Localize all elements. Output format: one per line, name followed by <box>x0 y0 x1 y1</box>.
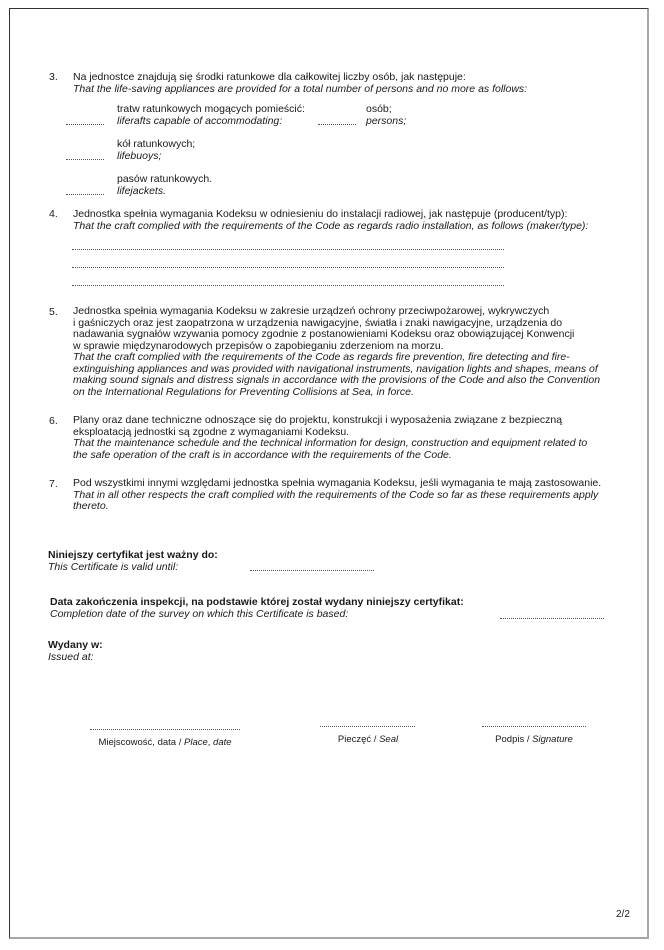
lifejackets-label-pl: pasów ratunkowych. <box>117 173 213 185</box>
text-line: extinguishing appliances and was provided with navigational instruments, navigation lights and shapes, means of <box>73 362 598 375</box>
liferafts-count-field[interactable] <box>66 124 104 125</box>
liferafts-label-pl: tratw ratunkowych mogących pomieścić: <box>117 103 305 115</box>
survey-label-pl: Data zakończenia inspekcji, na podstawie której został wydany niniejszy certyfikat: <box>50 596 464 608</box>
survey-date-field[interactable] <box>500 618 604 619</box>
signature-field[interactable] <box>482 726 586 727</box>
validity-label-pl: Niniejszy certyfikat jest ważny do: <box>48 549 218 561</box>
text-line: Pod wszystkimi innymi względami jednostka spełnia wymagania Kodeksu, jeśli wymagania te mają zastosowanie. <box>73 477 602 489</box>
label-pl: Pieczęć / <box>337 734 380 745</box>
document-page <box>9 8 649 939</box>
lifebuoys-count-field[interactable] <box>66 159 104 160</box>
item-text-pl: Na jednostce znajdują się środki ratunkowe dla całkowitej liczby osób, jak następuje: <box>73 71 466 83</box>
lifejackets-label-en: lifejackets. <box>117 185 167 197</box>
signature-label <box>480 734 588 746</box>
item-text-en: That the life-saving appliances are provided for a total number of persons and no more as follows: <box>73 83 528 95</box>
item-number: 3. <box>49 71 58 83</box>
place-date-label <box>80 737 250 749</box>
place-date-field[interactable] <box>90 729 240 730</box>
item-text <box>73 478 601 513</box>
label-en: Signature <box>532 734 573 745</box>
label-sep: , <box>207 737 214 748</box>
page-number: 2/2 <box>616 909 630 920</box>
liferafts-label-en: liferafts capable of accommodating: <box>117 115 283 127</box>
text-line: Plany oraz dane techniczne odnoszące się do projektu, konstrukcji i wyposażenia związane z bezpieczną <box>73 414 563 426</box>
text-line: eksploatacją jednostki są zgodne z wymaganiami Kodeksu. <box>73 425 350 438</box>
text-line: w sprawie międzynarodowych przepisów o zapobieganiu zderzeniom na morzu. <box>73 339 444 352</box>
survey-label-en: Completion date of the survey on which this Certificate is based: <box>50 608 349 620</box>
text-line: nadawania sygnałów wzywania pomocy zgodnie z postanowieniami Kodeksu oraz obowiązującej Konwencji <box>73 328 575 340</box>
label-pl: Podpis / <box>495 734 533 745</box>
seal-field[interactable] <box>320 726 415 727</box>
item-text-pl <box>73 306 600 398</box>
text-line: That the maintenance schedule and the technical information for design, construction and equipment related to <box>73 437 588 449</box>
text-line: Jednostka spełnia wymagania Kodeksu w zakresie urządzeń ochrony przeciwpożarowej, wykrywczych <box>73 305 550 317</box>
text-line: making sound signals and distress signals in accordance with the provisions of the Code and also the Convention <box>73 374 601 386</box>
item-number: 7. <box>49 478 58 490</box>
validity-date-field[interactable] <box>250 570 374 571</box>
item-text-en: That the craft complied with the requirements of the Code as regards radio installation, as follows (maker/type): <box>73 220 589 232</box>
validity-label-en: This Certificate is valid until: <box>48 561 179 573</box>
radio-installation-line-3[interactable] <box>72 285 504 286</box>
text-line: That in all other respects the craft complied with the requirements of the Code so far as these requirements apply <box>73 488 599 501</box>
item-number: 4. <box>49 208 58 220</box>
lifebuoys-label-en: lifebuoys; <box>117 150 162 162</box>
persons-label-pl: osób; <box>366 103 392 115</box>
radio-installation-line-2[interactable] <box>72 267 504 268</box>
radio-installation-line-1[interactable] <box>72 249 504 250</box>
item-text-pl: Jednostka spełnia wymagania Kodeksu w odniesieniu do instalacji radiowej, jak następuje (producent/typ): <box>73 208 568 220</box>
lifebuoys-label-pl: kół ratunkowych; <box>117 138 196 150</box>
item-number: 6. <box>49 415 58 427</box>
text-line: i gaśniczych oraz jest zaopatrzona w urządzenia nawigacyjne, światła i znaki nawigacyjne, urządzenia do <box>73 316 563 329</box>
text-line: thereto. <box>73 500 109 512</box>
label-pl: Miejscowość, data / <box>98 737 184 748</box>
seal-label <box>318 734 418 746</box>
label-en: date <box>213 737 232 748</box>
lifejackets-count-field[interactable] <box>66 194 104 195</box>
issued-at-label-pl: Wydany w: <box>48 639 103 651</box>
text-line: on the International Regulations for Preventing Collisions at Sea, in force. <box>73 385 414 398</box>
persons-count-field[interactable] <box>318 124 356 125</box>
item-number: 5. <box>49 306 58 318</box>
label-en: Place <box>184 737 208 748</box>
persons-label-en: persons; <box>366 115 407 127</box>
item-text <box>73 415 587 461</box>
label-en: Seal <box>379 734 399 745</box>
issued-at-label-en: Issued at: <box>48 651 94 663</box>
text-line: the safe operation of the craft is in accordance with the requirements of the Code. <box>73 448 452 461</box>
text-line: That the craft complied with the requirements of the Code as regards fire prevention, fire detecting and fire- <box>73 351 570 363</box>
